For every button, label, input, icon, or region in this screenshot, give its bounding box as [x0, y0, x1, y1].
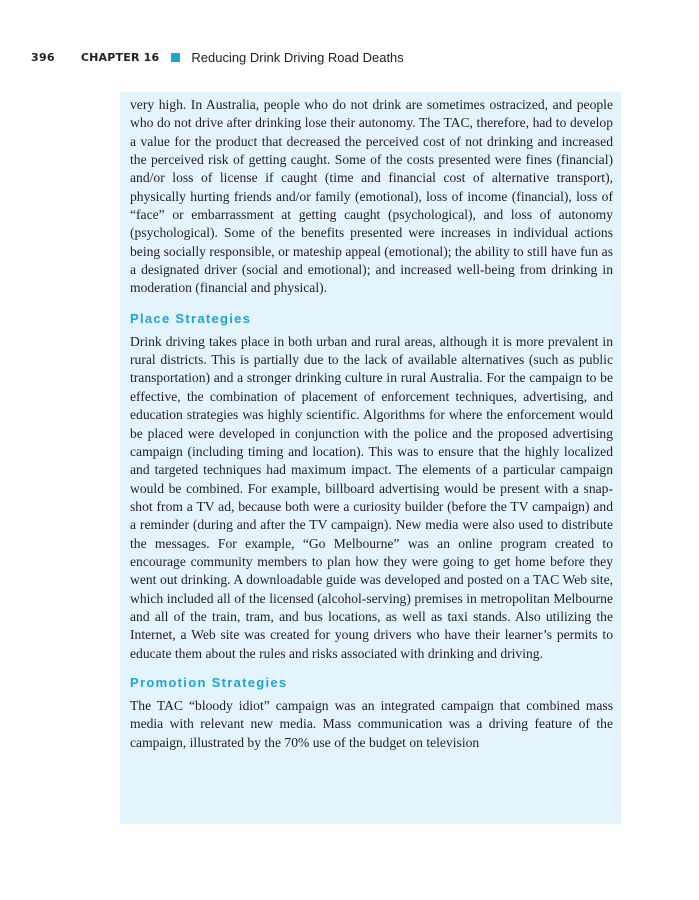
running-head [31, 48, 404, 66]
page-number: 396 [31, 50, 55, 64]
case-study-box [120, 92, 621, 824]
chapter-title: Reducing Drink Driving Road Deaths [191, 49, 404, 65]
promotion-strategies-paragraph: The TAC “bloody idiot” campaign was an integrated campaign that combined mass media with relevant new media. Mass communication was a driving feature of the campaign, illustrated by the 70% use of the budget on television [130, 697, 613, 750]
chapter-label: CHAPTER 16 [80, 50, 160, 64]
chapter-marker-square-icon [171, 53, 180, 62]
intro-paragraph: very high. In Australia, people who do not drink are sometimes ostracized, and people who do not drive after drinking lose their autonomy. The TAC, therefore, had to develop a value for the product that decreased the perceived cost of not drinking and increased the perceived risk of getting caught. Some of the costs presented were fines (financial) and/or loss of license if caught (time and financial cost of alternative transport), physically hurting friends and/or family (emotional), loss of income (financial), loss of “face” or embarrassment at getting caught (psychological), and loss of autonomy (psychological). Some of the benefits presented were increases in individual actions being socially responsible, or mateship appeal (emotional); the ability to still have fun as a designated driver (social and emotional); and increased well-being from drinking in moderation (financial and physical). [130, 97, 613, 296]
place-strategies-paragraph: Drink driving takes place in both urban and rural areas, although it is more prevalent in rural districts. This is partially due to the lack of available alternatives (such as public transportation) and a stronger drinking culture in rural Australia. For the campaign to be effective, the combination of placement of enforcement techniques, advertising, and education strategies was highly scientific. Algorithms for where the enforcement would be placed were developed in conjunction with the police and the proposed advertising campaign (including timing and location). This was to ensure that the highly localized and targeted techniques had maximum impact. The elements of a particular campaign would be combined. For example, billboard advertising would be present with a snapshot from a TV ad, because both were a curiosity builder (before the TV campaign) and a reminder (during and after the TV campaign). New media were also used to distribute the messages. For example, “Go Melbourne” was an online program created to encourage community members to plan how they were going to get home before they went out drinking. A downloadable guide was developed and posted on a TAC Web site, which included all of the licensed (alcohol-serving) premises in metropolitan Melbourne and all of the train, tram, and bus locations, as well as taxi stands. Also utilizing the Internet, a Web site was created for young drivers who have their learner’s permits to educate them about the rules and risks associated with drinking and driving. [130, 333, 613, 661]
case-study-content [130, 96, 613, 752]
promotion-strategies-heading: Promotion Strategies [130, 674, 288, 690]
place-strategies-heading: Place Strategies [130, 310, 252, 326]
